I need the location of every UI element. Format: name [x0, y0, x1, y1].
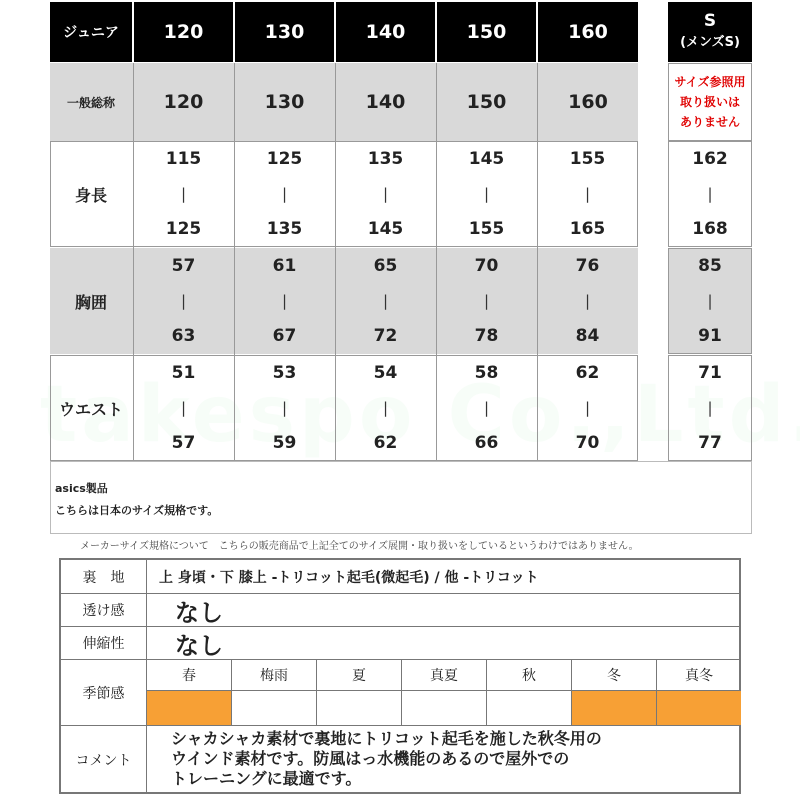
range-separator: |: [483, 185, 490, 203]
header-junior-label: ジュニア: [50, 2, 132, 62]
comment-line: シャカシャカ素材で裏地にトリコット起毛を施した秋冬用の: [171, 729, 602, 748]
range-max: 70: [575, 433, 600, 453]
size-range-cell: [538, 141, 637, 247]
range-max: 125: [165, 219, 202, 239]
season-name: 冬: [572, 660, 657, 691]
range-min: 135: [367, 149, 404, 169]
season-indicator-active: [147, 691, 232, 726]
range-separator: |: [584, 185, 591, 203]
comment-line: トレーニングに最適です。: [171, 769, 362, 788]
range-min: 76: [575, 256, 600, 276]
range-min: 155: [569, 149, 606, 169]
size-range-cell: [437, 355, 536, 461]
notes-box: [50, 461, 752, 534]
note-line: ありません: [679, 115, 740, 129]
row-label-waist: ウエスト: [58, 399, 123, 419]
range-max: 57: [171, 433, 196, 453]
range-separator: |: [180, 399, 187, 417]
size-standard-note: こちらは日本のサイズ規格です。: [55, 504, 219, 517]
stretch-value: なし: [147, 627, 741, 660]
range-max: 63: [171, 326, 196, 346]
range-max: 165: [569, 219, 606, 239]
range-separator: |: [584, 292, 591, 310]
size-range-cell: [235, 248, 334, 354]
size-range-cell: [134, 141, 233, 247]
range-max: 155: [468, 219, 505, 239]
size-range-cell: [538, 248, 637, 354]
range-max: 135: [266, 219, 303, 239]
size-range-cell: [336, 141, 435, 247]
range-separator: |: [281, 399, 288, 417]
size-range-cell: [235, 141, 334, 247]
range-min: 70: [474, 256, 499, 276]
transparency-label: 透け感: [61, 594, 147, 627]
range-separator: |: [584, 399, 591, 417]
mens-size-label: S: [703, 11, 717, 31]
season-indicator: [402, 691, 487, 726]
row-label-height: 身長: [74, 185, 107, 205]
transparency-value: なし: [147, 594, 741, 627]
season-name: 春: [147, 660, 232, 691]
general-size-value: 140: [365, 91, 406, 113]
range-separator: |: [281, 185, 288, 203]
range-max: 77: [698, 433, 722, 453]
note-line: サイズ参照用: [674, 75, 746, 89]
range-separator: |: [180, 185, 187, 203]
size-range-cell: [134, 248, 233, 354]
range-separator: |: [281, 292, 288, 310]
season-name: 真夏: [402, 660, 487, 691]
range-separator: |: [707, 292, 713, 310]
range-separator: |: [707, 185, 713, 203]
header-size: 130: [235, 2, 334, 62]
season-indicator: [317, 691, 402, 726]
row-label-chest: 胸囲: [74, 292, 107, 312]
general-size-value: 150: [466, 91, 507, 113]
header-size: 120: [134, 2, 233, 62]
range-max: 168: [692, 219, 728, 239]
size-range-cell: [134, 355, 233, 461]
range-min: 65: [373, 256, 398, 276]
brand-note: asics製品: [55, 482, 108, 495]
range-max: 59: [272, 433, 297, 453]
range-min: 58: [474, 363, 499, 383]
range-min: 61: [272, 256, 297, 276]
lining-value: 上 身頃・下 膝上 -トリコット起毛(微起毛) / 他 -トリコット: [147, 560, 741, 594]
range-min: 145: [468, 149, 505, 169]
season-indicator-active: [657, 691, 741, 726]
range-separator: |: [382, 292, 389, 310]
range-min: 71: [698, 363, 722, 383]
size-range-cell: [336, 355, 435, 461]
range-min: 62: [575, 363, 600, 383]
season-name: 真冬: [657, 660, 741, 691]
range-min: 115: [165, 149, 202, 169]
stretch-label: 伸縮性: [61, 627, 147, 660]
mens-size-sublabel: (メンズS): [680, 35, 740, 50]
comment-text: [171, 729, 731, 789]
size-range-cell: [437, 141, 536, 247]
range-min: 85: [698, 256, 722, 276]
size-range-cell: [235, 355, 334, 461]
size-range-cell: [336, 248, 435, 354]
range-separator: |: [483, 399, 490, 417]
range-max: 84: [575, 326, 600, 346]
range-max: 67: [272, 326, 297, 346]
season-indicator: [232, 691, 317, 726]
range-separator: |: [483, 292, 490, 310]
maker-size-disclaimer: メーカーサイズ規格について こちらの販売商品で上記全てのサイズ展開・取り扱いをしているというわけではありません。: [80, 541, 639, 552]
range-min: 125: [266, 149, 303, 169]
mens-range-cell: [668, 355, 752, 461]
spec-table: [59, 558, 741, 794]
lining-label: 裏 地: [61, 560, 147, 594]
range-max: 145: [367, 219, 404, 239]
general-size-value: 130: [264, 91, 305, 113]
range-max: 78: [474, 326, 499, 346]
mens-range-cell: [668, 141, 752, 247]
mens-range-cell: [668, 248, 752, 354]
range-max: 62: [373, 433, 398, 453]
comment-line: ウインド素材です。防風はっ水機能のあるので屋外での: [171, 749, 570, 768]
range-min: 53: [272, 363, 297, 383]
range-separator: |: [382, 185, 389, 203]
note-line: 取り扱いは: [679, 95, 740, 109]
mens-size-reference-note: [668, 63, 752, 141]
general-size-value: 120: [163, 91, 204, 113]
range-separator: |: [707, 399, 713, 417]
range-separator: |: [180, 292, 187, 310]
range-min: 57: [171, 256, 196, 276]
range-max: 66: [474, 433, 499, 453]
season-name: 梅雨: [232, 660, 317, 691]
season-name: 秋: [487, 660, 572, 691]
size-range-cell: [437, 248, 536, 354]
range-max: 91: [698, 326, 722, 346]
row-label-general: 一般総称: [66, 95, 115, 110]
header-size: 140: [336, 2, 435, 62]
season-name: 夏: [317, 660, 402, 691]
size-range-cell: [538, 355, 637, 461]
comment-label: コメント: [61, 726, 147, 794]
range-min: 51: [171, 363, 196, 383]
season-indicator-active: [572, 691, 657, 726]
range-separator: |: [382, 399, 389, 417]
header-size: 150: [437, 2, 536, 62]
range-max: 72: [373, 326, 398, 346]
range-min: 54: [373, 363, 398, 383]
range-min: 162: [692, 149, 728, 169]
header-size: 160: [538, 2, 638, 62]
header-mens-size: [668, 2, 752, 62]
general-size-value: 160: [568, 91, 608, 113]
season-indicator: [487, 691, 572, 726]
season-label: 季節感: [61, 660, 147, 726]
